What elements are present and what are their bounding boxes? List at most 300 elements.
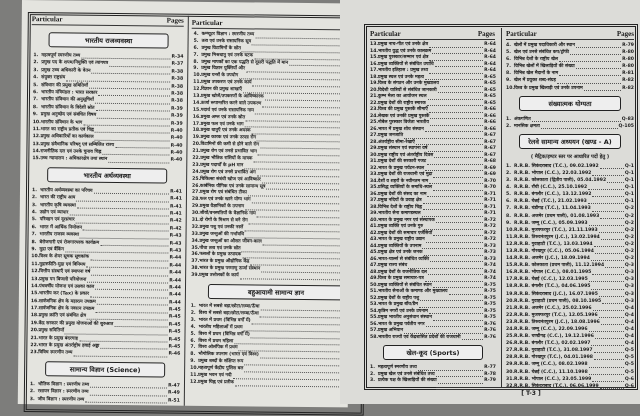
- entry-page: Q-1: [624, 170, 634, 176]
- entry-page: R-45: [168, 329, 181, 335]
- entry-title: प्रमुख संस्थान एवं स्थापना वर्ष: [378, 146, 428, 151]
- entry-page: Q-6: [624, 383, 634, 389]
- leader-dots: [430, 118, 483, 119]
- entry-page: Q-5: [624, 348, 634, 354]
- toc-entry: [506, 361, 634, 368]
- entry-title: पदार्थ एवं उनके रासायनिक नाम: [200, 107, 254, 114]
- entry-title: प्रमुख व्यक्तियों के उपनाम: [378, 243, 422, 249]
- entry-page: R-65: [484, 94, 496, 99]
- entry-page: R-38: [171, 84, 184, 90]
- entry-number: 9.: [193, 66, 199, 72]
- entry-title: मानसिक क्षमता: [514, 123, 540, 129]
- leader-dots: [235, 385, 347, 387]
- entry-page: R-82: [622, 85, 634, 91]
- entry-title: परिवहन एवं दूरसंचार: [39, 217, 75, 223]
- entry-title: R.R.B. कोलकाता (प्रथम पाली), 11.12.1994: [514, 263, 605, 269]
- entry-page: R-49: [168, 390, 180, 396]
- entry-number: 32.: [191, 224, 200, 230]
- entry-number: 38.: [370, 204, 379, 210]
- entry-page: R-74: [484, 269, 496, 275]
- entry-page: R-65: [484, 87, 496, 93]
- entry-page: R-69: [484, 172, 496, 177]
- entry-title: प्रमुख व्यक्ति एवं उनके गुरु: [378, 224, 424, 229]
- toc-entry: [506, 262, 634, 269]
- leader-dots: [429, 112, 483, 113]
- leader-dots: [605, 267, 624, 268]
- entry-number: 18.: [506, 284, 515, 290]
- leader-dots: [425, 281, 483, 282]
- entry-number: 10.: [31, 254, 40, 260]
- entry-title: प्रमुख अभियान: [378, 328, 404, 333]
- leader-dots: [593, 310, 624, 311]
- entry-title: विविध स्मरणीय तथ्य: [38, 350, 73, 356]
- entry-title: भारतीय संविधान के विदेशी स्रोत: [40, 104, 95, 111]
- entry-number: 7.: [506, 206, 511, 212]
- leader-dots: [432, 53, 483, 54]
- entry-page: Q-83: [621, 116, 634, 122]
- entry-page: R-38: [171, 76, 184, 82]
- entry-number: 2.: [31, 195, 37, 201]
- entry-title: प्रमुख देशों के राष्ट्रीय पशु: [378, 295, 420, 301]
- entry-title: महत्वपूर्ण स्मरणीय तथ्य: [41, 53, 81, 59]
- leader-dots: [592, 211, 624, 212]
- leader-dots: [438, 383, 483, 384]
- entry-number: 15.: [506, 263, 515, 269]
- leader-dots: [592, 196, 623, 197]
- entry-title: भारत के प्रमुख बाँध/डैम: [378, 302, 418, 307]
- column-header: [32, 14, 184, 27]
- section-heading: भारतीय राजव्यवस्था: [49, 32, 169, 48]
- toc-entry: [506, 354, 634, 361]
- entry-number: 8.: [506, 213, 511, 219]
- entry-title: प्रमुख पशु एवं उनकी नस्लें: [199, 224, 244, 231]
- entry-page: R-76: [484, 328, 496, 333]
- entry-title: उच्च न्यायालय : अधिकारक्षेत्र तथा स्थान: [40, 156, 108, 163]
- toc-column: [190, 32, 364, 389]
- toc-entry: [506, 227, 634, 234]
- entry-page: Q-6: [624, 376, 634, 382]
- entry-number: 4.: [506, 43, 511, 48]
- entry-number: 5.: [193, 38, 199, 44]
- entry-page: R-45: [168, 337, 181, 343]
- entry-page: R-66: [484, 113, 496, 119]
- entry-title: महत्वपूर्ण स्मरणीय तथ्य: [378, 365, 417, 370]
- entry-page: R-44: [169, 285, 182, 291]
- leader-dots: [430, 261, 483, 262]
- entry-number: 24.: [506, 327, 515, 332]
- entry-page: R-41: [169, 204, 182, 210]
- entry-number: 7.: [506, 64, 511, 70]
- entry-title: संयुक्त राष्ट्रसंघ: [41, 75, 66, 81]
- entry-page: R-70: [484, 185, 496, 190]
- leader-dots: [591, 260, 624, 261]
- entry-number: 34.: [370, 178, 379, 184]
- entry-title: मुद्रास्फीति-मुद्रा एवं विनिमय: [39, 261, 86, 268]
- entry-title: विभिन्न देशों के राष्ट्रीय चिह्न: [378, 204, 423, 210]
- entry-page: R-47: [168, 383, 180, 389]
- entry-number: 1.: [33, 53, 39, 59]
- entry-page: R-44: [169, 292, 181, 298]
- entry-number: 10.: [32, 119, 41, 125]
- entry-number: 33.: [191, 231, 200, 237]
- entry-title: प्रमुख क्रांति एवं संबंधित क्षेत्र: [38, 313, 87, 320]
- entry-page: R-43: [169, 241, 182, 247]
- entry-number: 3.: [31, 202, 37, 208]
- entry-page: R-64: [484, 68, 496, 73]
- entry-number: 20.: [506, 298, 515, 304]
- entry-title: R.R.B. सिकंदराबाद (J.C.), 16.07.1995: [514, 291, 598, 297]
- leader-dots: [433, 320, 483, 321]
- entry-title: भारत के प्रमुख राष्ट्रीय उद्यान: [378, 237, 425, 242]
- entry-title: प्रमुख स्थल एवं उनके महत्व: [378, 74, 424, 80]
- entry-title: प्रमुख भारतीय अनुसंधान संस्थान: [378, 315, 432, 320]
- entry-title: भारतीय सेना कमाण्डस्थल: [378, 211, 421, 216]
- leader-dots: [433, 177, 483, 178]
- entry-number: 2.: [506, 123, 511, 129]
- entry-number: 25.: [506, 334, 515, 340]
- entry-page: R-75: [484, 308, 496, 314]
- entry-title: प्रमुख राज्य संबंध: [378, 263, 408, 268]
- entry-number: 12.: [189, 379, 199, 385]
- entry-title: प्रमुख विज्ञान युक्तियाँ और: [201, 66, 246, 72]
- entry-title: प्रमुख कारक एवं उनके उत्पन्न रोग: [200, 135, 257, 141]
- entry-number: 31.: [370, 159, 379, 164]
- entry-title: R.R.B. सिकंदराबाद (T.C.), 06.06.1999: [514, 383, 599, 389]
- leader-dots: [433, 287, 483, 288]
- entry-title: विश्व में प्रथम महिला: [198, 338, 234, 344]
- entry-number: 2.: [370, 371, 375, 377]
- pages-label: Pages: [166, 16, 184, 25]
- leader-dots: [576, 68, 621, 69]
- entry-page: R-75: [484, 315, 496, 320]
- entry-title: विभिन्न देशों के राष्ट्रीय खेल: [514, 57, 558, 63]
- leader-dots: [570, 54, 621, 55]
- entry-number: 11.: [506, 234, 515, 240]
- entry-title: बेरोजगारी एवं रोजगारपरक कार्यक्रम: [39, 239, 100, 246]
- entry-title: R.R.B. चण्डीगढ़ (C.C.), 19.12.1996: [514, 334, 594, 340]
- entry-number: 21.: [370, 94, 379, 99]
- entry-title: प्रमुख पुरस्कार/सम्मान एवं क्षेत्र: [378, 55, 429, 60]
- entry-number: 9.: [32, 112, 38, 118]
- entry-number: 3.: [33, 67, 39, 73]
- entry-number: 6.: [506, 199, 511, 205]
- entry-title: प्रमुख देशों के राजनीतिक दल: [378, 269, 427, 275]
- entry-title: प्रमुख यन्त्रों के उपयोग: [201, 73, 239, 79]
- leader-dots: [599, 232, 624, 233]
- entry-page: R-69: [484, 165, 496, 171]
- leader-dots: [589, 367, 624, 368]
- leader-dots: [559, 61, 621, 62]
- entry-title: राजनीतिक दल एवं उनके चुनाव चिह्न: [40, 149, 102, 155]
- entry-page: R-44: [169, 255, 182, 262]
- entry-title: प्रमुख खोजें/उपकरणों के आविष्कारक: [200, 93, 264, 100]
- entry-page: R-65: [484, 100, 496, 106]
- leader-dots: [449, 294, 484, 295]
- entry-title: R.R.B. राँची (C.C.), 25.10.1992: [514, 185, 588, 191]
- toc-entry: [506, 255, 634, 262]
- toc-entry: [506, 191, 634, 198]
- entry-title: प्रमुख देशों की समाचार एजेंसियाँ: [378, 230, 433, 236]
- leader-dots: [607, 182, 624, 183]
- entry-number: 12.: [193, 86, 202, 92]
- entry-number: 10.: [506, 227, 515, 233]
- entry-title: R.R.B. गोरखपुर (T.C.), 04.01.1998: [514, 355, 593, 361]
- toc-column: [506, 42, 634, 390]
- entry-title: R.R.B. बंगलौर (T.C.), 04.06.1995: [514, 284, 591, 290]
- entry-number: 12.: [506, 241, 515, 247]
- entry-page: R-75: [484, 295, 496, 301]
- entry-number: 22.: [192, 155, 201, 161]
- leader-dots: [559, 75, 621, 76]
- entry-number: 28.: [370, 139, 379, 145]
- toc-entry: [506, 63, 634, 70]
- toc-entry: [506, 319, 634, 326]
- leader-dots: [73, 355, 167, 357]
- entry-page: Q-5: [624, 362, 634, 368]
- left-page: [18, 0, 352, 407]
- entry-number: 15.: [32, 156, 41, 162]
- entry-page: Q-3: [624, 298, 634, 304]
- entry-page: R-72: [484, 230, 496, 236]
- leader-dots: [589, 281, 624, 282]
- entry-title: विश्व के प्रमुख खिलाड़ी एवं उनके उपनाम: [514, 85, 583, 91]
- entry-title: प्रमुख विटामिनों के स्रोत: [201, 45, 241, 52]
- toc-column: [30, 28, 184, 405]
- toc-entry: [30, 350, 180, 359]
- leader-dots: [591, 345, 623, 346]
- entry-page: R-72: [484, 224, 496, 229]
- entry-title: तत्व एवं उनके रासायनिक सूत्र: [201, 38, 252, 45]
- entry-number: 11.: [190, 372, 199, 378]
- entry-title: R.R.B. जम्मू (C.C.), 08.02.1998: [514, 362, 588, 368]
- entry-title: प्रमुख धातुएँ एवं उनके अयस्क: [200, 128, 251, 134]
- entry-page: Q-3: [624, 291, 634, 297]
- toc-entry: [370, 335, 496, 342]
- entry-page: R-75: [484, 282, 496, 288]
- leader-dots: [599, 296, 624, 297]
- entry-page: Q-2: [624, 227, 634, 233]
- leader-dots: [594, 359, 624, 360]
- leader-dots: [434, 157, 483, 158]
- entry-title: सार्वजनिक क्षेत्र के नवरत्न उपक्रम: [38, 306, 95, 312]
- entry-number: 44.: [370, 243, 379, 249]
- entry-title: नोबेल पुरस्कार विजेता भारतीय: [378, 120, 429, 125]
- entry-title: पंचवर्षीय योजना एवं उसका काल: [38, 284, 95, 290]
- entry-title: R.R.B. गुवाहाटी (प्रथम पाली), 08.10.1995: [514, 298, 602, 304]
- leader-dots: [602, 303, 624, 304]
- leader-dots: [425, 170, 483, 171]
- entry-page: R-44: [169, 278, 182, 284]
- entry-title: R.R.B. भोपाल (C.C.), 08.01.1995: [514, 270, 592, 276]
- entry-number: 15.: [192, 107, 202, 113]
- entry-title: प्रमुख रोग एवं उनसे प्रभावित अंग: [200, 169, 256, 176]
- entry-page: Q-105: [618, 123, 634, 129]
- entry-number: 20.: [370, 87, 379, 93]
- entry-number: 2.: [190, 310, 196, 316]
- entry-number: 22.: [370, 100, 379, 106]
- entry-page: R-67: [484, 139, 496, 145]
- entry-page: R-42: [169, 226, 182, 232]
- entry-page: R-38: [171, 69, 184, 75]
- entry-title: भारत के प्रमुख नगर एवं संस्थापक: [378, 217, 435, 223]
- entry-page: R-41: [169, 211, 182, 217]
- entry-page: R-40: [170, 158, 183, 164]
- entry-number: 53.: [370, 302, 379, 307]
- leader-dots: [594, 352, 624, 353]
- leader-dots: [592, 175, 624, 176]
- leader-dots: [404, 333, 483, 334]
- entry-page: R-42: [169, 218, 182, 225]
- entry-number: 50.: [370, 282, 379, 288]
- section-heading: संख्यात्मक योग्यता: [519, 96, 621, 111]
- leader-dots: [557, 83, 621, 84]
- toc-entry: [30, 396, 180, 405]
- entry-number: 56.: [370, 321, 379, 327]
- leader-dots: [433, 190, 483, 191]
- entry-page: R-72: [484, 217, 496, 223]
- entry-number: 17.: [506, 277, 515, 283]
- entry-title: भारतीय राज्यों एवं केंद्रशासित प्रदेशों की राजधानी: [378, 334, 461, 340]
- entry-title: लेखक एवं उनकी प्रमुख पुस्तकें: [378, 113, 430, 119]
- entry-number: 13.: [370, 42, 379, 47]
- entry-number: 27.: [370, 133, 379, 138]
- entry-number: 11.: [193, 80, 202, 86]
- entry-number: 14.: [30, 284, 40, 290]
- entry-page: R-40: [170, 128, 183, 134]
- entry-title: प्रमुख अनुच्छेद एवं संबंधित विषय: [40, 112, 97, 118]
- entry-number: 17.: [30, 306, 39, 312]
- entry-number: 10.: [506, 85, 515, 91]
- entry-number: 39.: [191, 272, 200, 279]
- entry-page: Q-4: [624, 305, 634, 311]
- leader-dots: [429, 73, 483, 74]
- leader-dots: [418, 370, 483, 371]
- entry-number: 3.: [370, 378, 375, 383]
- entry-page: R-51: [167, 398, 180, 404]
- entry-number: 9.: [506, 78, 511, 84]
- leader-dots: [408, 268, 483, 269]
- entry-page: R-40: [170, 150, 183, 156]
- entry-number: 5.: [31, 217, 37, 223]
- entry-page: R-66: [484, 107, 496, 112]
- entry-title: केंद्र सरकार की प्रमुख योजनाओं की शुरुआत: [38, 321, 114, 327]
- entry-page: Q-4: [624, 327, 634, 332]
- entry-title: R.R.B. मुजफ्फरपुर (T.C.), 21.11.1993: [514, 227, 598, 233]
- leader-dots: [85, 402, 167, 404]
- entry-title: प्रमुख चिह्न एवं प्रतीक: [197, 379, 234, 386]
- entry-number: 15.: [370, 55, 379, 60]
- toc-entry: [506, 184, 634, 191]
- entry-page: R-38: [171, 98, 183, 105]
- entry-number: 23.: [30, 350, 39, 356]
- entry-number: 54.: [370, 308, 379, 314]
- leader-dots: [240, 278, 349, 280]
- entry-page: R-41: [170, 189, 183, 195]
- entry-number: 40.: [370, 217, 379, 223]
- leader-dots: [576, 47, 621, 48]
- entry-number: 37.: [191, 259, 200, 265]
- entry-title: भारतीय सेनाओं के कमाण्ड और मुख्यालय: [378, 289, 448, 294]
- entry-number: 7.: [32, 97, 38, 103]
- toc-entry: [506, 177, 634, 184]
- entry-number: 24.: [192, 169, 201, 175]
- entry-page: R-41: [170, 196, 182, 202]
- entry-number: 21.: [506, 305, 515, 311]
- entry-title: प्रमुख पन बिजली परियोजना: [39, 276, 87, 283]
- entry-title: प्रमुख रोग एवं उनसे प्रभावित भाग: [200, 149, 257, 155]
- leader-dots: [429, 60, 483, 61]
- leader-dots: [532, 121, 621, 122]
- entry-page: R-70: [484, 178, 496, 184]
- entry-page: Q-2: [624, 248, 634, 254]
- entry-page: R-66: [484, 126, 496, 132]
- entry-title: भारतीय संविधान की अनुसूचियाँ: [40, 97, 94, 104]
- entry-title: कृत्रिम नगरों एवं उनके उपनाम: [378, 308, 428, 314]
- leader-dots: [429, 47, 483, 48]
- pages-label: Pages: [616, 30, 634, 38]
- entry-title: R.R.B. भोपाल (C.C.), 23.05.1999: [514, 376, 592, 382]
- entry-number: 12.: [32, 134, 41, 140]
- toc-entry: [191, 273, 361, 282]
- entry-title: R.R.B. अजमेर (प्रथम पाली), 01.08.1993: [514, 213, 600, 219]
- entry-number: 52.: [370, 295, 379, 301]
- leader-dots: [541, 128, 618, 129]
- entry-number: 17.: [192, 121, 201, 127]
- entry-number: 21.: [30, 335, 39, 341]
- entry-number: 20.: [30, 328, 39, 334]
- entry-number: 14.: [192, 100, 202, 106]
- entry-page: R-44: [168, 300, 181, 306]
- entry-number: 16.: [370, 61, 379, 67]
- entry-page: Q-1: [624, 199, 634, 205]
- entry-number: 35.: [370, 185, 379, 190]
- entry-number: 14.: [506, 256, 515, 262]
- entry-title: विभिन्न खेल मैदानों के नाम: [514, 71, 559, 77]
- entry-number: 30.: [370, 152, 379, 158]
- entry-number: 19.: [30, 320, 39, 327]
- leader-dots: [595, 338, 624, 339]
- entry-title: R.R.B. अजमेर (C.C.), 25.02.1996: [514, 305, 592, 311]
- entry-page: R-34: [171, 54, 184, 60]
- entry-title: भारत के प्रमुख पर्यटन-स्थल: [378, 165, 425, 171]
- leader-dots: [423, 203, 483, 204]
- entry-page: R-45: [168, 315, 181, 321]
- entry-number: 4.: [190, 324, 196, 330]
- leader-dots: [428, 99, 484, 100]
- entry-title: प्रमुख पदार्थों के pH मान: [200, 162, 244, 169]
- page-number: [ T-3 ]: [436, 387, 626, 398]
- toc-entry: [506, 85, 634, 92]
- entry-number: 5.: [33, 82, 39, 88]
- entry-page: R-65: [484, 81, 496, 86]
- entry-title: मुद्रा एवं बैंकिंग: [39, 247, 65, 253]
- entry-title: प्रमुख राष्ट्रीय एवं अंतर्राष्ट्रीय दिवस: [378, 152, 434, 158]
- entry-number: 7.: [190, 345, 196, 351]
- entry-number: 20.: [192, 142, 201, 148]
- leader-dots: [436, 222, 483, 223]
- toc-entry: [506, 205, 634, 212]
- column-header: [370, 29, 495, 40]
- entry-title: प्रमुख रोग एवं संबंधित टीका: [199, 190, 247, 196]
- entry-title: प्रमुख उपकरण एवं उनके कार्य: [201, 80, 252, 86]
- toc-entry: [506, 49, 634, 56]
- entry-number: 47.: [370, 263, 379, 268]
- entry-title: वित्तीय संस्थाएँ एवं स्थापना वर्ष: [39, 269, 91, 275]
- entry-number: 4.: [33, 75, 39, 81]
- leader-dots: [108, 162, 169, 164]
- entry-title: प्रमुख मिश्रधातु एवं उनके घटक: [201, 52, 254, 59]
- entry-number: 6.: [33, 90, 39, 96]
